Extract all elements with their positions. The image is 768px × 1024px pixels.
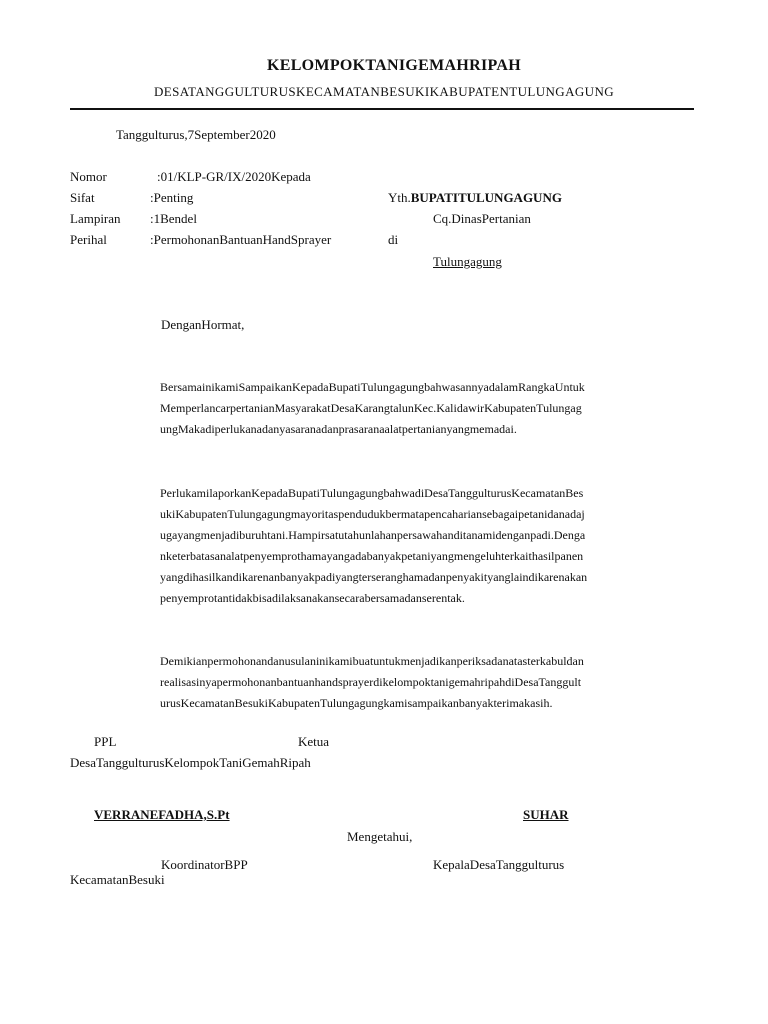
paragraph-line: ugayangmenjadiburuhtani.Hampirsatutahunlahanpersawahanditanamidenganpadi.Denga bbox=[160, 528, 586, 542]
recipient-di: di bbox=[388, 232, 399, 247]
letterhead-title: KELOMPOKTANIGEMAHRIPAH bbox=[266, 57, 521, 74]
paragraph-1 bbox=[160, 377, 700, 440]
signatory-left-name: VERRANEFADHA,S.Pt bbox=[94, 807, 230, 822]
mengetahui-label: Mengetahui, bbox=[347, 829, 413, 844]
letterhead-divider bbox=[70, 108, 694, 110]
paragraph-line: Demikianpermohonandanusulaninikamibuatuntukmenjadikanperiksadanatasterkabuldan bbox=[160, 654, 584, 668]
kepala-desa-label: KepalaDesaTanggulturus bbox=[433, 857, 565, 872]
recipient-city: Tulungagung bbox=[433, 254, 502, 269]
perihal-label: Perihal bbox=[70, 232, 107, 247]
recipient-name: BUPATITULUNGAGUNG bbox=[410, 190, 562, 205]
paragraph-2 bbox=[160, 483, 700, 609]
paragraph-line: ukiKabupatenTulungagungmayoritaspendudukbermatapencahariansebagaipetanidanadaj bbox=[160, 507, 585, 521]
paragraph-line: BersamainikamiSampaikanKepadaBupatiTulungagungbahwasannyadalamRangkaUntuk bbox=[160, 380, 585, 394]
lampiran-value: :1Bendel bbox=[150, 211, 197, 226]
kecamatan-label: KecamatanBesuki bbox=[70, 872, 165, 887]
paragraph-line: ungMakadiperlukanadanyasaranadanprasaranaalatpertanianyangmemadai. bbox=[160, 422, 517, 436]
lampiran-label: Lampiran bbox=[70, 211, 121, 226]
letterhead-subtitle: DESATANGGULTURUSKECAMATANBESUKIKABUPATENTULUNGAGUNG bbox=[153, 84, 615, 99]
sifat-value: :Penting bbox=[150, 190, 194, 205]
ppl-label: PPL bbox=[94, 734, 117, 749]
paragraph-line: yangdihasilkandikarenanbanyakpadiyangterseranghamadanpenyakityanglaindikarenakan bbox=[160, 570, 588, 584]
paragraph-line: nketerbatasanalatpenyemprothamayangadabanyakpetaniyangmengeluhterkaithasilpanen bbox=[160, 549, 584, 563]
paragraph-line: penyemprotantidakbisadilaksanakansecarabersamadanserentak. bbox=[160, 591, 465, 605]
perihal-value: :PermohonanBantuanHandSprayer bbox=[150, 232, 332, 247]
paragraph-3 bbox=[160, 651, 700, 714]
signatory-right-name: SUHAR bbox=[523, 807, 569, 822]
date-line: Tanggulturus,7September2020 bbox=[116, 127, 276, 142]
ketua-label: Ketua bbox=[298, 734, 330, 749]
paragraph-line: MemperlancarpertanianMasyarakatDesaKarangtalunKec.KalidawirKabupatenTulungag bbox=[160, 401, 582, 415]
nomor-value: :01/KLP-GR/IX/2020Kepada bbox=[157, 169, 311, 184]
koordinator-label: KoordinatorBPP bbox=[161, 857, 248, 872]
nomor-label: Nomor bbox=[70, 169, 107, 184]
paragraph-line: PerlukamilaporkanKepadaBupatiTulungagungbahwadiDesaTanggulturusKecamatanBes bbox=[160, 486, 584, 500]
paragraph-line: urusKecamatanBesukiKabupatenTulungagungkamisampaikanbanyakterimakasih. bbox=[160, 696, 553, 710]
recipient-cq: Cq.DinasPertanian bbox=[433, 211, 531, 226]
org-line: DesaTanggulturusKelompokTaniGemahRipah bbox=[70, 755, 311, 770]
recipient-yth: Yth. bbox=[388, 190, 411, 205]
sifat-label: Sifat bbox=[70, 190, 95, 205]
greeting: DenganHormat, bbox=[161, 317, 245, 332]
paragraph-line: realisasinyapermohonanbantuanhandsprayerdikelompoktanigemahripahdiDesaTanggult bbox=[160, 675, 582, 689]
recipient-line bbox=[388, 190, 562, 206]
